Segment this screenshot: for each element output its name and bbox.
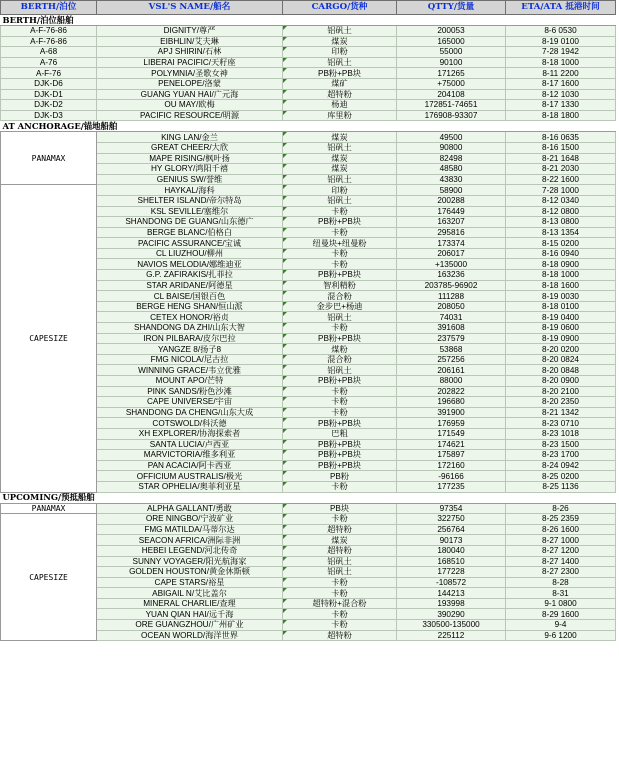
cargo: 超特粉+混合粉	[283, 598, 397, 609]
quantity: 174621	[397, 439, 506, 450]
eta: 8-18 1000	[506, 270, 616, 281]
eta: 8-19 0400	[506, 312, 616, 323]
cargo: 铝矾土	[283, 142, 397, 153]
cargo: 卡粉	[283, 514, 397, 525]
cargo: 煤矿	[283, 78, 397, 89]
cargo: 煤粉	[283, 344, 397, 355]
berth: A-68	[1, 47, 97, 58]
eta: 8-27 2300	[506, 567, 616, 578]
quantity: 90100	[397, 57, 506, 68]
eta: 8-29 1600	[506, 609, 616, 620]
eta: 8-19 0600	[506, 323, 616, 334]
eta: 8-16 0940	[506, 248, 616, 259]
vessel-name: PACIFIC ASSURANCE/宝诚	[97, 238, 283, 249]
cargo: 混合粉	[283, 354, 397, 365]
berth: DJK-D1	[1, 89, 97, 100]
berth: DJK-D3	[1, 110, 97, 121]
vessel-name: BERGE BLANC/伯格白	[97, 227, 283, 238]
vessel-name: SUNNY VOYAGER/阳光航海家	[97, 556, 283, 567]
eta: 8-23 1700	[506, 450, 616, 461]
eta: 8-19 0100	[506, 36, 616, 47]
cargo: 煤炭	[283, 36, 397, 47]
berth-row	[1, 110, 616, 121]
cargo: 煤炭	[283, 535, 397, 546]
quantity: 176908-93307	[397, 110, 506, 121]
eta: 8-20 0900	[506, 376, 616, 387]
vessel-name: FMG NICOLA/尼古拉	[97, 354, 283, 365]
vessel-name: SEACON AFRICA/洲际非洲	[97, 535, 283, 546]
cargo: 卡粉	[283, 620, 397, 631]
eta: 8-27 1000	[506, 535, 616, 546]
vessel-row	[1, 185, 616, 196]
eta: 8-13 0800	[506, 217, 616, 228]
header-berth: BERTH/泊位	[1, 1, 97, 15]
quantity: 165000	[397, 36, 506, 47]
vessel-name: PAN ACACIA/阿卡西亚	[97, 460, 283, 471]
cargo: 铝矾土	[283, 195, 397, 206]
vessel-name: CAPE STARS/裕星	[97, 577, 283, 588]
quantity: 295816	[397, 227, 506, 238]
vessel-name: SHANDONG DA ZHI/山东大智	[97, 323, 283, 334]
vessel-name: KING LAN/金兰	[97, 132, 283, 143]
cargo: 卡粉	[283, 248, 397, 259]
quantity: -96166	[397, 471, 506, 482]
quantity: 257256	[397, 354, 506, 365]
vessel-name: HAYKAL/海科	[97, 185, 283, 196]
cargo: 铝矾土	[283, 26, 397, 37]
quantity: 111288	[397, 291, 506, 302]
eta: 8-18 0100	[506, 301, 616, 312]
vessel-class-label: PANAMAX	[1, 503, 97, 514]
eta: 8-28	[506, 577, 616, 588]
vessel-row	[1, 514, 616, 525]
quantity: 53868	[397, 344, 506, 355]
cargo: PB粉+PB块	[283, 460, 397, 471]
quantity: 225112	[397, 630, 506, 641]
eta: 8-21 1648	[506, 153, 616, 164]
berth: A-F-76	[1, 68, 97, 79]
eta: 8-27 1200	[506, 545, 616, 556]
berth-row	[1, 26, 616, 37]
quantity: 171265	[397, 68, 506, 79]
vessel-name: XH EXPLORER/协海探索者	[97, 428, 283, 439]
vessel-name: MINERAL CHARLIE/查理	[97, 598, 283, 609]
vessel-name: ORE GUANGZHOU/广州矿业	[97, 620, 283, 631]
eta: 8-20 2350	[506, 397, 616, 408]
vessel-name: HY GLORY/鸿阳千禧	[97, 164, 283, 175]
cargo: 智利精粉	[283, 280, 397, 291]
eta: 8-31	[506, 588, 616, 599]
vessel-name: DIGNITY/尊严	[97, 26, 283, 37]
vessel-row	[1, 132, 616, 143]
quantity: 203785-96902	[397, 280, 506, 291]
cargo: 卡粉	[283, 609, 397, 620]
quantity: 180040	[397, 545, 506, 556]
berth-row	[1, 57, 616, 68]
cargo: 卡粉	[283, 323, 397, 334]
cargo: 卡粉	[283, 407, 397, 418]
section-row-anchorage	[1, 121, 616, 132]
cargo: 卡粉	[283, 386, 397, 397]
quantity: 390290	[397, 609, 506, 620]
cargo: PB粉+PB块	[283, 68, 397, 79]
vessel-name: HEBEI LEGEND/河北传奇	[97, 545, 283, 556]
eta: 7-28 1942	[506, 47, 616, 58]
cargo: 纽曼块+纽曼粉	[283, 238, 397, 249]
quantity: -108572	[397, 577, 506, 588]
eta: 8-17 1330	[506, 100, 616, 111]
vessel-name: MAPE RISING/枫叶扬	[97, 153, 283, 164]
quantity: 97354	[397, 503, 506, 514]
quantity: 177235	[397, 481, 506, 492]
section-row-upcoming	[1, 492, 616, 503]
vessel-name: GENIUS SW/誉维	[97, 174, 283, 185]
cargo: PB粉+PB块	[283, 450, 397, 461]
eta: 8-26 1600	[506, 524, 616, 535]
eta: 9-4	[506, 620, 616, 631]
quantity: 90800	[397, 142, 506, 153]
cargo: 卡粉	[283, 206, 397, 217]
cargo: 铝矾土	[283, 567, 397, 578]
quantity: 49500	[397, 132, 506, 143]
berth-row	[1, 47, 616, 58]
cargo: PB粉+PB块	[283, 376, 397, 387]
cargo: PB粉+PB块	[283, 217, 397, 228]
eta: 8-11 2200	[506, 68, 616, 79]
eta: 8-22 1600	[506, 174, 616, 185]
vessel-name: SHANDONG DE GUANG/山东德广	[97, 217, 283, 228]
quantity: 172851-74651	[397, 100, 506, 111]
section-row-berth	[1, 15, 616, 26]
berth: A-F-76-86	[1, 26, 97, 37]
vessel-name: OCEAN WORLD/海洋世界	[97, 630, 283, 641]
vessel-class-label: PANAMAX	[1, 132, 97, 185]
quantity: 391900	[397, 407, 506, 418]
eta: 8-18 1000	[506, 57, 616, 68]
quantity: 82498	[397, 153, 506, 164]
cargo: PB粉	[283, 471, 397, 482]
cargo: 金步巴+杨迪	[283, 301, 397, 312]
eta: 8-15 0200	[506, 238, 616, 249]
eta: 8-12 0800	[506, 206, 616, 217]
berth-row	[1, 100, 616, 111]
eta: 8-21 2030	[506, 164, 616, 175]
cargo: 杨迪	[283, 100, 397, 111]
eta: 8-25 1136	[506, 481, 616, 492]
section-title: UPCOMING/预抵船舶	[1, 492, 616, 503]
cargo: 超特粉	[283, 545, 397, 556]
quantity: 206017	[397, 248, 506, 259]
cargo: PB粉+PB块	[283, 333, 397, 344]
quantity: 171549	[397, 428, 506, 439]
cargo: 卡粉	[283, 481, 397, 492]
eta: 8-13 1354	[506, 227, 616, 238]
vessel-name: PINK SANDS/粉色沙滩	[97, 386, 283, 397]
cargo: 超特粉	[283, 89, 397, 100]
vessel-name: PENELOPE/洛蒙	[97, 78, 283, 89]
cargo: 超特粉	[283, 524, 397, 535]
vessel-name: GUANG YUAN HAI/广元海	[97, 89, 283, 100]
header-quantity: QTTY/货量	[397, 1, 506, 15]
quantity: 173374	[397, 238, 506, 249]
quantity: 175897	[397, 450, 506, 461]
quantity: 256764	[397, 524, 506, 535]
vessel-name: COTSWOLD/科沃德	[97, 418, 283, 429]
quantity: 144213	[397, 588, 506, 599]
berth-row	[1, 68, 616, 79]
vessel-name: ABIGAIL N/艾比盖尔	[97, 588, 283, 599]
eta: 8-18 1800	[506, 110, 616, 121]
cargo: 煤炭	[283, 164, 397, 175]
eta: 8-26	[506, 503, 616, 514]
eta: 8-20 0848	[506, 365, 616, 376]
quantity: 196680	[397, 397, 506, 408]
vessel-name: SANTA LUCIA/卢西亚	[97, 439, 283, 450]
eta: 8-27 1400	[506, 556, 616, 567]
eta: 8-20 0824	[506, 354, 616, 365]
vessel-name: PACIFIC RESOURCE/明源	[97, 110, 283, 121]
vessel-name: EIBHLIN/艾夫琳	[97, 36, 283, 47]
vessel-name: YANGZE 8/扬子8	[97, 344, 283, 355]
quantity: 206161	[397, 365, 506, 376]
eta: 8-6 0530	[506, 26, 616, 37]
vessel-name: APJ SHIRIN/石林	[97, 47, 283, 58]
quantity: 55000	[397, 47, 506, 58]
vessel-name: OFFICIUM AUSTRALIS/极光	[97, 471, 283, 482]
quantity: 90173	[397, 535, 506, 546]
vessel-name: G.P. ZAFIRAKIS/扎菲拉	[97, 270, 283, 281]
header-vessel-name: VSL'S NAME/船名	[97, 1, 283, 15]
cargo: 卡粉	[283, 227, 397, 238]
vessel-class-label: CAPESIZE	[1, 185, 97, 492]
quantity: 204108	[397, 89, 506, 100]
vessel-name: CL LIUZHOU/柳州	[97, 248, 283, 259]
cargo: 卡粉	[283, 397, 397, 408]
vessel-name: POLYMNIA/圣歌女神	[97, 68, 283, 79]
berth: DJK-D6	[1, 78, 97, 89]
quantity: 176959	[397, 418, 506, 429]
quantity: 322750	[397, 514, 506, 525]
quantity: 177228	[397, 567, 506, 578]
cargo: 煤炭	[283, 132, 397, 143]
quantity: 200288	[397, 195, 506, 206]
eta: 8-17 1600	[506, 78, 616, 89]
vessel-name: ALPHA GALLANT/勇敢	[97, 503, 283, 514]
berth: A-76	[1, 57, 97, 68]
vessel-name: SHELTER ISLAND/帝尔特岛	[97, 195, 283, 206]
cargo: 印粉	[283, 185, 397, 196]
eta: 8-25 2359	[506, 514, 616, 525]
vessel-name: STAR OPHELIA/奥菲利亚星	[97, 481, 283, 492]
vessel-name: KSL SEVILLE/塞维尔	[97, 206, 283, 217]
header-row	[1, 1, 616, 15]
eta: 8-21 1342	[506, 407, 616, 418]
section-title: BERTH/泊位船舶	[1, 15, 616, 26]
vessel-name: BERGE HENG SHAN/恒山派	[97, 301, 283, 312]
quantity: 202822	[397, 386, 506, 397]
cargo: 卡粉	[283, 577, 397, 588]
eta: 8-18 0900	[506, 259, 616, 270]
eta: 9-6 1200	[506, 630, 616, 641]
cargo: 铝矾土	[283, 312, 397, 323]
vessel-name: WINNING GRACE/韦立优雅	[97, 365, 283, 376]
quantity: 168510	[397, 556, 506, 567]
vessel-name: FMG MATILDA/马蒂尔达	[97, 524, 283, 535]
cargo: 煤炭	[283, 153, 397, 164]
header-cargo: CARGO/货种	[283, 1, 397, 15]
vessel-name: CETEX HONOR/裕贞	[97, 312, 283, 323]
eta: 8-20 2100	[506, 386, 616, 397]
eta: 8-25 0200	[506, 471, 616, 482]
eta: 8-19 0900	[506, 333, 616, 344]
vessel-name: MOUNT APO/芒特	[97, 376, 283, 387]
vessel-row	[1, 503, 616, 514]
quantity: 208050	[397, 301, 506, 312]
cargo: 铝矾土	[283, 57, 397, 68]
quantity: 58900	[397, 185, 506, 196]
cargo: 巴粗	[283, 428, 397, 439]
header-eta: ETA/ATA 抵港时间	[506, 1, 616, 15]
eta: 8-12 1030	[506, 89, 616, 100]
vessel-name: GREAT CHEER/大欣	[97, 142, 283, 153]
vessel-name: STAR ARIDANE/阿德星	[97, 280, 283, 291]
cargo: 卡粉	[283, 259, 397, 270]
eta: 7-28 1000	[506, 185, 616, 196]
eta: 8-20 0200	[506, 344, 616, 355]
vessel-name: CL BAISE/国银百色	[97, 291, 283, 302]
quantity: 43830	[397, 174, 506, 185]
vessel-class-label: CAPESIZE	[1, 514, 97, 641]
vessel-name: SHANDONG DA CHENG/山东大成	[97, 407, 283, 418]
cargo: 印粉	[283, 47, 397, 58]
eta: 8-23 1500	[506, 439, 616, 450]
vessel-name: NAVIOS MELODIA/娜维迪亚	[97, 259, 283, 270]
berth: A-F-76-86	[1, 36, 97, 47]
eta: 8-16 0635	[506, 132, 616, 143]
eta: 8-23 0710	[506, 418, 616, 429]
quantity: +75000	[397, 78, 506, 89]
cargo: 铝矾土	[283, 174, 397, 185]
eta: 8-18 1600	[506, 280, 616, 291]
quantity: 330500-135000	[397, 620, 506, 631]
quantity: 237579	[397, 333, 506, 344]
eta: 8-19 0030	[506, 291, 616, 302]
eta: 8-12 0340	[506, 195, 616, 206]
cargo: PB块	[283, 503, 397, 514]
cargo: PB粉+PB块	[283, 418, 397, 429]
cargo: 卡粉	[283, 588, 397, 599]
berth-row	[1, 78, 616, 89]
cargo: 铝矾土	[283, 556, 397, 567]
cargo: PB粉+PB块	[283, 439, 397, 450]
quantity: 163236	[397, 270, 506, 281]
vessel-name: ORE NINGBO/宁波矿业	[97, 514, 283, 525]
quantity: 163207	[397, 217, 506, 228]
berth: DJK-D2	[1, 100, 97, 111]
eta: 9-1 0800	[506, 598, 616, 609]
quantity: 193998	[397, 598, 506, 609]
eta: 8-24 0942	[506, 460, 616, 471]
quantity: 74031	[397, 312, 506, 323]
cargo: 超特粉	[283, 630, 397, 641]
quantity: 200053	[397, 26, 506, 37]
berth-row	[1, 36, 616, 47]
vessel-name: GOLDEN HOUSTON/黄金休斯顿	[97, 567, 283, 578]
quantity: 391608	[397, 323, 506, 334]
section-title: AT ANCHORAGE/锚地船舶	[1, 121, 616, 132]
vessel-name: LIBERAI PACIFIC/天籽座	[97, 57, 283, 68]
quantity: 172160	[397, 460, 506, 471]
quantity: 176449	[397, 206, 506, 217]
vessel-name: IRON PILBARA/皮尔巴拉	[97, 333, 283, 344]
cargo: 铝矾土	[283, 365, 397, 376]
cargo: PB粉+PB块	[283, 270, 397, 281]
quantity: 48580	[397, 164, 506, 175]
vessel-name: CAPE UNIVERSE/宇宙	[97, 397, 283, 408]
cargo: 混合粉	[283, 291, 397, 302]
vessel-name: MARVICTORIA/维多利亚	[97, 450, 283, 461]
vessel-name: OU MAY/欧梅	[97, 100, 283, 111]
vessel-name: YUAN QIAN HAI/远千海	[97, 609, 283, 620]
eta: 8-16 1500	[506, 142, 616, 153]
quantity: +135000	[397, 259, 506, 270]
berth-row	[1, 89, 616, 100]
cargo: 库里粉	[283, 110, 397, 121]
eta: 8-23 1018	[506, 428, 616, 439]
quantity: 88000	[397, 376, 506, 387]
